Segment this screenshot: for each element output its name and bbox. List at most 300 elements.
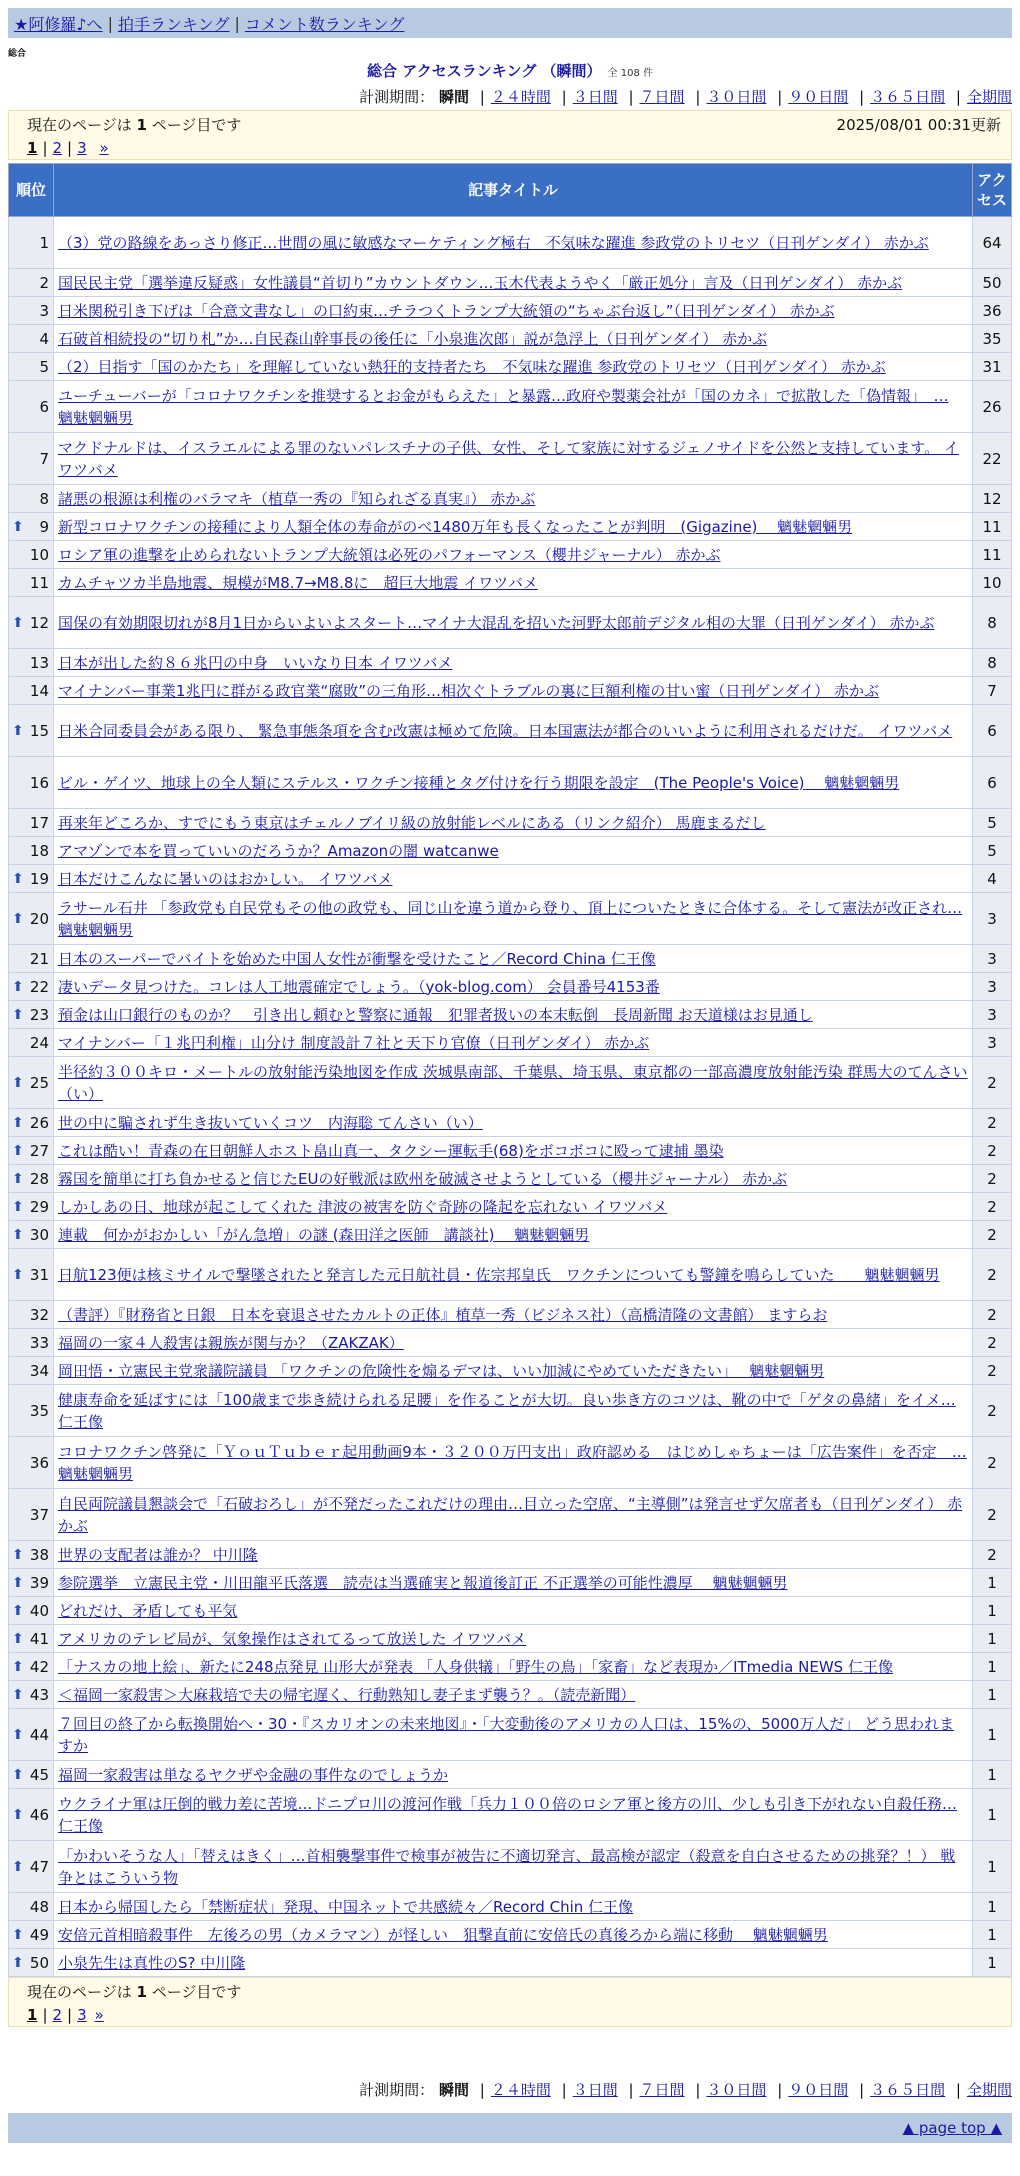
page-next-link[interactable]: » [99,139,109,157]
article-link[interactable]: アマゾンで本を買っていいのだろうか？Amazonの闇 watcanwe [58,841,499,860]
access-count: 6 [973,757,1012,809]
header-title: 記事タイトル [54,164,973,217]
table-row [9,1893,1012,1921]
rank-number: 5 [39,357,49,376]
page-title: 総合 アクセスランキング （瞬間） [367,62,602,80]
period-365d[interactable]: ３６５日間 [870,88,946,106]
comment-ranking-link[interactable]: コメント数ランキング [244,14,405,34]
rank-cell [9,1949,54,1977]
access-count: 1 [973,1789,1012,1841]
title-cell [54,757,973,809]
table-row [9,485,1012,513]
current-page-text: 現在のページは 1 ページ目です [27,1983,242,2001]
title-cell [54,1001,973,1029]
rank-cell [9,1301,54,1329]
table-row [9,1301,1012,1329]
access-count: 3 [973,1001,1012,1029]
article-link[interactable]: 岡田悟・立憲民主党衆議院議員 「ワクチンの危険性を煽るデマは、いい加減にやめていただきたい」 魑魅魍魎男 [58,1361,825,1380]
title-cell [54,297,973,325]
rank-number: 36 [29,1453,49,1472]
article-link[interactable]: 日航123便は核ミサイルで撃墜されたと発言した元日航社員・佐宗邦皇氏 ワクチンについても警鐘を鳴らしていた 魑魅魍魎男 [58,1265,940,1284]
period-365d[interactable]: ３６５日間 [870,2081,946,2099]
article-link[interactable]: （書評）『財務省と日銀 日本を衰退させたカルトの正体』植草一秀（ビジネス社）（高橋清隆の文書館） ますらお [58,1305,828,1324]
rank-cell [9,297,54,325]
table-row [9,269,1012,297]
clap-ranking-link[interactable]: 拍手ランキング [117,14,230,34]
period-current: 瞬間 [438,88,469,106]
title-cell [54,1541,973,1569]
access-count: 2 [973,1357,1012,1385]
title-cell [54,945,973,973]
page-links: 1 | 2 | 3 » [27,139,109,157]
article-link[interactable]: （2）目指す「国のかたち」を理解していない熱狂的支持者たち 不気味な躍進 参政党のトリセツ（日刊ゲンダイ） 赤かぶ [58,357,886,376]
rank-number: 18 [29,841,49,860]
title-cell [54,1921,973,1949]
table-row [9,1357,1012,1385]
article-link[interactable]: ラサール石井 「参政党も自民党もその他の政党も、同じ山を違う道から登り、頂上についたときに合体する。そして憲法が改正され… 魑魅魍魎男 [58,898,963,939]
rank-up-arrow-icon: ⬆ [12,1954,24,1971]
ranking-table [8,163,1012,1977]
rank-cell [9,1761,54,1789]
article-link[interactable]: 自民両院議員懇談会で「石破おろし」が不発だったこれだけの理由…目立った空席、“主導側”は発言せず欠席者も（日刊ゲンダイ） 赤かぶ [58,1494,963,1535]
table-row [9,381,1012,433]
page-next-link[interactable]: » [94,2006,104,2024]
rank-up-arrow-icon: ⬆ [12,1858,24,1875]
page-links: 1 | 2 | 3 » [27,2006,104,2024]
rank-cell [9,1789,54,1841]
header-access: アクセス [973,164,1012,217]
rank-number: 19 [29,869,49,888]
title-cell [54,1893,973,1921]
article-link[interactable]: 国保の有効期限切れが8月1日からいよいよスタート…マイナ大混乱を招いた河野太郎前デジタル相の大罪（日刊ゲンダイ） 赤かぶ [58,613,935,632]
rank-number: 43 [29,1685,49,1704]
page-title-line [0,60,1020,81]
rank-number: 20 [29,909,49,928]
access-count: 2 [973,1489,1012,1541]
table-row [9,1681,1012,1709]
period-selector-top: 計測期間： 瞬間 | ２４時間 | ３日間 | ７日間 | ３０日間 | ９０日間 | ３６５日間 | 全期間 [359,88,1012,106]
table-row [9,1541,1012,1569]
table-row [9,705,1012,757]
page-link-2[interactable]: 2 [52,2006,63,2024]
table-row [9,513,1012,541]
rank-cell [9,1569,54,1597]
article-link[interactable]: マイナンバー「１兆円利権」山分け 制度設計７社と天下り官僚（日刊ゲンダイ） 赤かぶ [58,1033,650,1052]
rank-up-arrow-icon: ⬆ [12,1198,24,1215]
article-link[interactable]: マクドナルドは、イスラエルによる罪のないパレスチナの子供、女性、そして家族に対するジェノサイドを公然と支持しています。 イワツバメ [58,438,959,479]
article-link[interactable]: 国民民主党「選挙違反疑惑」女性議員“首切り”カウントダウン…玉木代表ようやく「厳正処分」言及（日刊ゲンダイ） 赤かぶ [58,273,903,292]
access-count: 2 [973,1385,1012,1437]
rank-up-arrow-icon: ⬆ [12,722,24,739]
access-count: 4 [973,865,1012,893]
rank-number: 45 [29,1765,49,1784]
access-count: 6 [973,705,1012,757]
period-3d[interactable]: ３日間 [572,2081,618,2099]
title-cell [54,541,973,569]
access-count: 2 [973,1137,1012,1165]
period-all[interactable]: 全期間 [966,88,1012,106]
article-link[interactable]: しかしあの日、地球が起こしてくれた 津波の被害を防ぐ奇跡の隆起を忘れない イワツバメ [58,1197,668,1216]
title-cell [54,433,973,485]
access-count: 2 [973,1541,1012,1569]
rank-number: 4 [39,329,49,348]
access-count: 8 [973,649,1012,677]
rank-number: 30 [29,1225,49,1244]
title-cell [54,649,973,677]
title-cell [54,1221,973,1249]
title-cell [54,1761,973,1789]
article-link[interactable]: ＜福岡一家殺害＞大麻栽培で夫の帰宅遅く、行動熟知し妻子まず襲う？。（読売新聞） [58,1685,636,1704]
rank-up-arrow-icon: ⬆ [12,1266,24,1283]
rank-cell [9,973,54,1001]
title-cell [54,597,973,649]
table-row [9,973,1012,1001]
title-cell [54,1301,973,1329]
title-cell [54,1489,973,1541]
table-row [9,945,1012,973]
article-link[interactable]: 半径約３００キロ・メートルの放射能汚染地図を作成 茨城県南部、千葉県、埼玉県、東京都の一部高濃度放射能汚染 群馬大のてんさい（い） [58,1062,968,1103]
rank-cell [9,945,54,973]
rank-cell [9,649,54,677]
access-count: 1 [973,1841,1012,1893]
rank-cell [9,1329,54,1357]
rank-cell [9,353,54,381]
article-link[interactable]: 凄いデータ見つけた。コレは人工地震確定でしょう。（yok-blog.com） 会員番号4153番 [58,977,660,996]
table-row [9,809,1012,837]
access-count: 12 [973,485,1012,513]
table-row [9,1221,1012,1249]
rank-cell [9,677,54,705]
title-cell [54,837,973,865]
title-cell [54,269,973,297]
article-link[interactable]: 諸悪の根源は利権のバラマキ（植草一秀の『知られざる真実』） 赤かぶ [58,489,536,508]
table-row [9,433,1012,485]
title-cell [54,1597,973,1625]
rank-cell [9,837,54,865]
header-rank: 順位 [9,164,54,217]
table-row [9,1057,1012,1109]
rank-number: 28 [29,1169,49,1188]
rank-number: 29 [29,1197,49,1216]
page-link-3[interactable]: 3 [77,139,87,157]
article-link[interactable]: カムチャツカ半島地震、規模がM8.7→M8.8に 超巨大地震 イワツバメ [58,573,538,592]
article-link[interactable]: 再来年どころか、すでにもう東京はチェルノブイリ級の放射能レベルにある（リンク紹介） 馬鹿まるだし [58,813,766,832]
article-link[interactable]: 安倍元首相暗殺事件 左後ろの男（カメラマン）が怪しい 狙撃直前に安倍氏の真後ろから端に移動 魑魅魍魎男 [58,1925,828,1944]
table-row [9,757,1012,809]
ranking-body [9,217,1012,1977]
rank-number: 41 [29,1629,49,1648]
table-row [9,1761,1012,1789]
access-count: 35 [973,325,1012,353]
rank-up-arrow-icon: ⬆ [12,1074,24,1091]
article-link[interactable]: 連載 何かがおかしい「がん急増」の謎 (森田洋之医師 講談社) 魑魅魍魎男 [58,1225,590,1244]
rank-number: 21 [29,949,49,968]
access-count: 1 [973,1893,1012,1921]
article-link[interactable]: どれだけ、矛盾しても平気 [58,1601,238,1620]
rank-number: 17 [29,813,49,832]
rank-number: 42 [29,1657,49,1676]
access-count: 2 [973,1329,1012,1357]
article-link[interactable]: コロナワクチン啓発に「ＹｏｕＴｕｂｅｒ起用動画9本・３２００万円支出」政府認める はじめしゃちょーは「広告案件」を否定 … 魑魅魍魎男 [58,1442,967,1483]
access-count: 2 [973,1437,1012,1489]
access-count: 1 [973,1921,1012,1949]
home-link[interactable]: ★阿修羅♪へ [14,14,103,34]
article-link[interactable]: ユーチューバーが「コロナワクチンを推奨するとお金がもらえた」と暴露…政府や製薬会社が「国のカネ」で拡散した「偽情報」 … 魑魅魍魎男 [58,386,949,427]
period-30d[interactable]: ３０日間 [706,88,767,106]
access-count: 2 [973,1249,1012,1301]
rank-number: 48 [29,1897,49,1916]
period-7d[interactable]: ７日間 [639,88,685,106]
rank-number: 15 [29,721,49,740]
table-row [9,1489,1012,1541]
rank-number: 10 [29,545,49,564]
title-cell [54,1789,973,1841]
page-link-3[interactable]: 3 [77,2006,87,2024]
page-current: 1 [27,139,38,157]
access-count: 1 [973,1709,1012,1761]
access-count: 1 [973,1681,1012,1709]
article-link[interactable]: ウクライナ軍は圧倒的戦力差に苦境…ドニプロ川の渡河作戦「兵力１００倍のロシア軍と後方の川、少しも引き下がれない自殺任務… 仁王像 [58,1794,957,1835]
rank-number: 27 [29,1141,49,1160]
title-cell [54,485,973,513]
table-row [9,1029,1012,1057]
table-row [9,1193,1012,1221]
page-top-link[interactable]: ▲ page top ▲ [902,2119,1002,2137]
access-count: 64 [973,217,1012,269]
rank-cell [9,1137,54,1165]
table-row [9,1597,1012,1625]
rank-number: 26 [29,1113,49,1132]
period-24h[interactable]: ２４時間 [490,2081,551,2099]
access-count: 36 [973,297,1012,325]
rank-cell [9,1001,54,1029]
table-row [9,837,1012,865]
article-link[interactable]: 福岡の一家４人殺害は親族が関与か？（ZAKZAK） [58,1333,404,1352]
rank-cell [9,433,54,485]
title-cell [54,1437,973,1489]
title-cell [54,1625,973,1653]
access-count: 5 [973,809,1012,837]
rank-cell [9,1841,54,1893]
title-cell [54,1249,973,1301]
article-link[interactable]: 預金は山口銀行のものか？ 引き出し頼むと警察に通報 犯罪者扱いの本末転倒 長周新聞 お天道様はお見通し [58,1005,813,1024]
table-row [9,217,1012,269]
rank-up-arrow-icon: ⬆ [12,518,24,535]
table-row [9,1625,1012,1653]
table-row [9,325,1012,353]
period-90d[interactable]: ９０日間 [788,88,849,106]
article-link[interactable]: 日本が出した約８６兆円の中身 いいなり日本 イワツバメ [58,653,453,672]
article-link[interactable]: ビル・ゲイツ、地球上の全人類にステルス・ワクチン接種とタグ付けを行う期限を設定 (The People's Voice) 魑魅魍魎男 [58,773,900,792]
table-row [9,1001,1012,1029]
access-count: 3 [973,893,1012,945]
access-count: 1 [973,1949,1012,1977]
period-all[interactable]: 全期間 [966,2081,1012,2099]
rank-number: 25 [29,1073,49,1092]
article-link[interactable]: （3）党の路線をあっさり修正…世間の風に敏感なマーケティング極右 不気味な躍進 参政党のトリセツ（日刊ゲンダイ） 赤かぶ [58,233,929,252]
rank-up-arrow-icon: ⬆ [12,1226,24,1243]
article-link[interactable]: 「ナスカの地上絵」、新たに248点発見 山形大が発表 「人身供犠」「野生の鳥」「家畜」など表現か／ITmedia NEWS 仁王像 [58,1657,893,1676]
rank-cell [9,1921,54,1949]
access-count: 1 [973,1597,1012,1625]
table-row [9,1109,1012,1137]
title-cell [54,569,973,597]
rank-cell [9,893,54,945]
article-link[interactable]: 日米合同委員会がある限り、 緊急事態条項を含む改憲は極めて危険。日本国憲法が都合のいいように利用されるだけだ。 イワツバメ [58,721,953,740]
rank-cell [9,381,54,433]
title-cell [54,513,973,541]
article-link[interactable]: これは酷い！青森の在日朝鮮人ホスト畠山真一、タクシー運転手(68)をボコボコに殴って逮捕 墨染 [58,1141,724,1160]
rank-cell [9,1357,54,1385]
rank-number: 31 [29,1265,49,1284]
rank-number: 37 [29,1505,49,1524]
article-link[interactable]: マイナンバー事業1兆円に群がる政官業“腐敗”の三角形…相次ぐトラブルの裏に巨額利権の甘い蜜（日刊ゲンダイ） 赤かぶ [58,681,879,700]
title-cell [54,1137,973,1165]
table-row [9,597,1012,649]
period-24h[interactable]: ２４時間 [490,88,551,106]
rank-up-arrow-icon: ⬆ [12,1114,24,1131]
period-7d[interactable]: ７日間 [639,2081,685,2099]
nav-separator: | [234,13,240,33]
access-count: 2 [973,1165,1012,1193]
rank-number: 38 [29,1545,49,1564]
rank-number: 44 [29,1725,49,1744]
table-row [9,1921,1012,1949]
title-cell [54,1357,973,1385]
article-link[interactable]: 世界の支配者は誰か？ 中川隆 [58,1545,258,1564]
rank-cell [9,1193,54,1221]
access-count: 1 [973,1569,1012,1597]
period-3d[interactable]: ３日間 [572,88,618,106]
title-cell [54,1949,973,1977]
table-row [9,1437,1012,1489]
access-count: 11 [973,541,1012,569]
table-row [9,1949,1012,1977]
article-link[interactable]: 新型コロナワクチンの接種により人類全体の寿命がのべ1480万年も長くなったことが判明 (Gigazine) 魑魅魍魎男 [58,517,853,536]
rank-number: 9 [39,517,49,536]
rank-number: 39 [29,1573,49,1592]
page-current: 1 [27,2006,38,2024]
rank-number: 14 [29,681,49,700]
access-count: 22 [973,433,1012,485]
article-link[interactable]: 福岡一家殺害は単なるヤクザや金融の事件なのでしょうか [58,1765,449,1784]
rank-number: 6 [39,397,49,416]
title-cell [54,353,973,381]
rank-up-arrow-icon: ⬆ [12,910,24,927]
access-count: 26 [973,381,1012,433]
title-cell [54,1709,973,1761]
title-cell [54,1165,973,1193]
table-row [9,677,1012,705]
article-link[interactable]: 健康寿命を延ばすには「100歳まで歩き続けられる足腰」を作ることが大切。良い歩き方のコツは、靴の中で「ゲタの鼻緒」をイメ… 仁王像 [58,1390,956,1431]
total-count: 全 108 件 [607,68,653,79]
section-label: 総合 [8,49,27,59]
title-cell [54,1029,973,1057]
title-cell [54,1109,973,1137]
rank-cell [9,597,54,649]
rank-number: 11 [29,573,49,592]
article-link[interactable]: 日本だけこんなに暑いのはおかしい。 イワツバメ [58,869,393,888]
article-link[interactable]: 「かわいそうな人」「替えはきく」…首相襲撃事件で検事が被告に不適切発言、最高検が認定（殺意を自白させるための挑発？！） 戦争とはこういう物 [58,1846,956,1887]
period-selector-bottom: 計測期間： 瞬間 | ２４時間 | ３日間 | ７日間 | ３０日間 | ９０日間 | ３６５日間 | 全期間 [359,2081,1012,2099]
rank-number: 3 [39,301,49,320]
article-link[interactable]: 世の中に騙されず生き抜いていくコツ 内海聡 てんさい（い） [58,1113,483,1132]
bottom-bar [8,2113,1012,2143]
article-link[interactable]: 日本のスーパーでバイトを始めた中国人女性が衝撃を受けたこと／Record China 仁王像 [58,949,656,968]
nav-separator: | [107,13,113,33]
updated-timestamp: 2025/08/01 00:31更新 [836,116,1001,134]
article-link[interactable]: 日本から帰国したら「禁断症状」発現、中国ネットで共感続々／Record Chin 仁王像 [58,1897,634,1916]
period-current: 瞬間 [438,2081,469,2099]
table-row [9,1329,1012,1357]
rank-cell [9,269,54,297]
period-90d[interactable]: ９０日間 [788,2081,849,2099]
rank-cell [9,1109,54,1137]
rank-number: 13 [29,653,49,672]
rank-up-arrow-icon: ⬆ [12,1546,24,1563]
rank-number: 16 [29,773,49,792]
access-count: 2 [973,1221,1012,1249]
title-cell [54,381,973,433]
title-cell [54,1329,973,1357]
table-row [9,1249,1012,1301]
rank-cell [9,513,54,541]
title-cell [54,325,973,353]
rank-number: 23 [29,1005,49,1024]
rank-up-arrow-icon: ⬆ [12,1658,24,1675]
title-cell [54,1385,973,1437]
table-row [9,1569,1012,1597]
period-label: 計測期間： [359,88,435,106]
rank-cell [9,1893,54,1921]
article-link[interactable]: 小泉先生は真性のS? 中川隆 [58,1953,246,1972]
article-link[interactable]: アメリカのテレビ局が、気象操作はされてるって放送した イワツバメ [58,1629,527,1648]
article-link[interactable]: 日米関税引き下げは「合意文書なし」の口約束…チラつくトランプ大統領の“ちゃぶ台返し”（日刊ゲンダイ） 赤かぶ [58,301,835,320]
table-row [9,1137,1012,1165]
period-30d[interactable]: ３０日間 [706,2081,767,2099]
access-count: 2 [973,1057,1012,1109]
rank-cell [9,1597,54,1625]
rank-up-arrow-icon: ⬆ [12,1766,24,1783]
title-cell [54,809,973,837]
access-count: 1 [973,1653,1012,1681]
table-row [9,649,1012,677]
rank-cell [9,757,54,809]
article-link[interactable]: ７回目の終了から転換開始へ・30・『スカリオンの未来地図』・「大変動後のアメリカの人口は、15%の、5000万人だ」 どう思われますか [58,1714,955,1755]
rank-cell [9,569,54,597]
access-count: 31 [973,353,1012,381]
title-cell [54,1057,973,1109]
rank-cell [9,705,54,757]
rank-up-arrow-icon: ⬆ [12,1686,24,1703]
title-cell [54,1569,973,1597]
table-row [9,1789,1012,1841]
rank-cell [9,1653,54,1681]
rank-number: 1 [39,233,49,252]
pager-top [8,110,1012,160]
rank-cell [9,1541,54,1569]
article-link[interactable]: 石破首相続投の“切り札”か…自民森山幹事長の後任に「小泉進次郎」説が急浮上（日刊ゲンダイ） 赤かぶ [58,329,768,348]
page-link-2[interactable]: 2 [52,139,63,157]
article-link[interactable]: 霧国を簡単に打ち負かせると信じたEUの好戦派は欧州を破滅させようとしている（櫻井ジャーナル） 赤かぶ [58,1169,788,1188]
rank-number: 46 [29,1805,49,1824]
table-row [9,569,1012,597]
rank-up-arrow-icon: ⬆ [12,978,24,995]
article-link[interactable]: 参院選挙 立憲民主党・川田龍平氏落選 読売は当選確実と報道後訂正 不正選挙の可能性濃厚 魑魅魍魎男 [58,1573,788,1592]
article-link[interactable]: ロシア軍の進撃を止められないトランプ大統領は必死のパフォーマンス（櫻井ジャーナル） 赤かぶ [58,545,721,564]
rank-up-arrow-icon: ⬆ [12,1926,24,1943]
access-count: 2 [973,1301,1012,1329]
